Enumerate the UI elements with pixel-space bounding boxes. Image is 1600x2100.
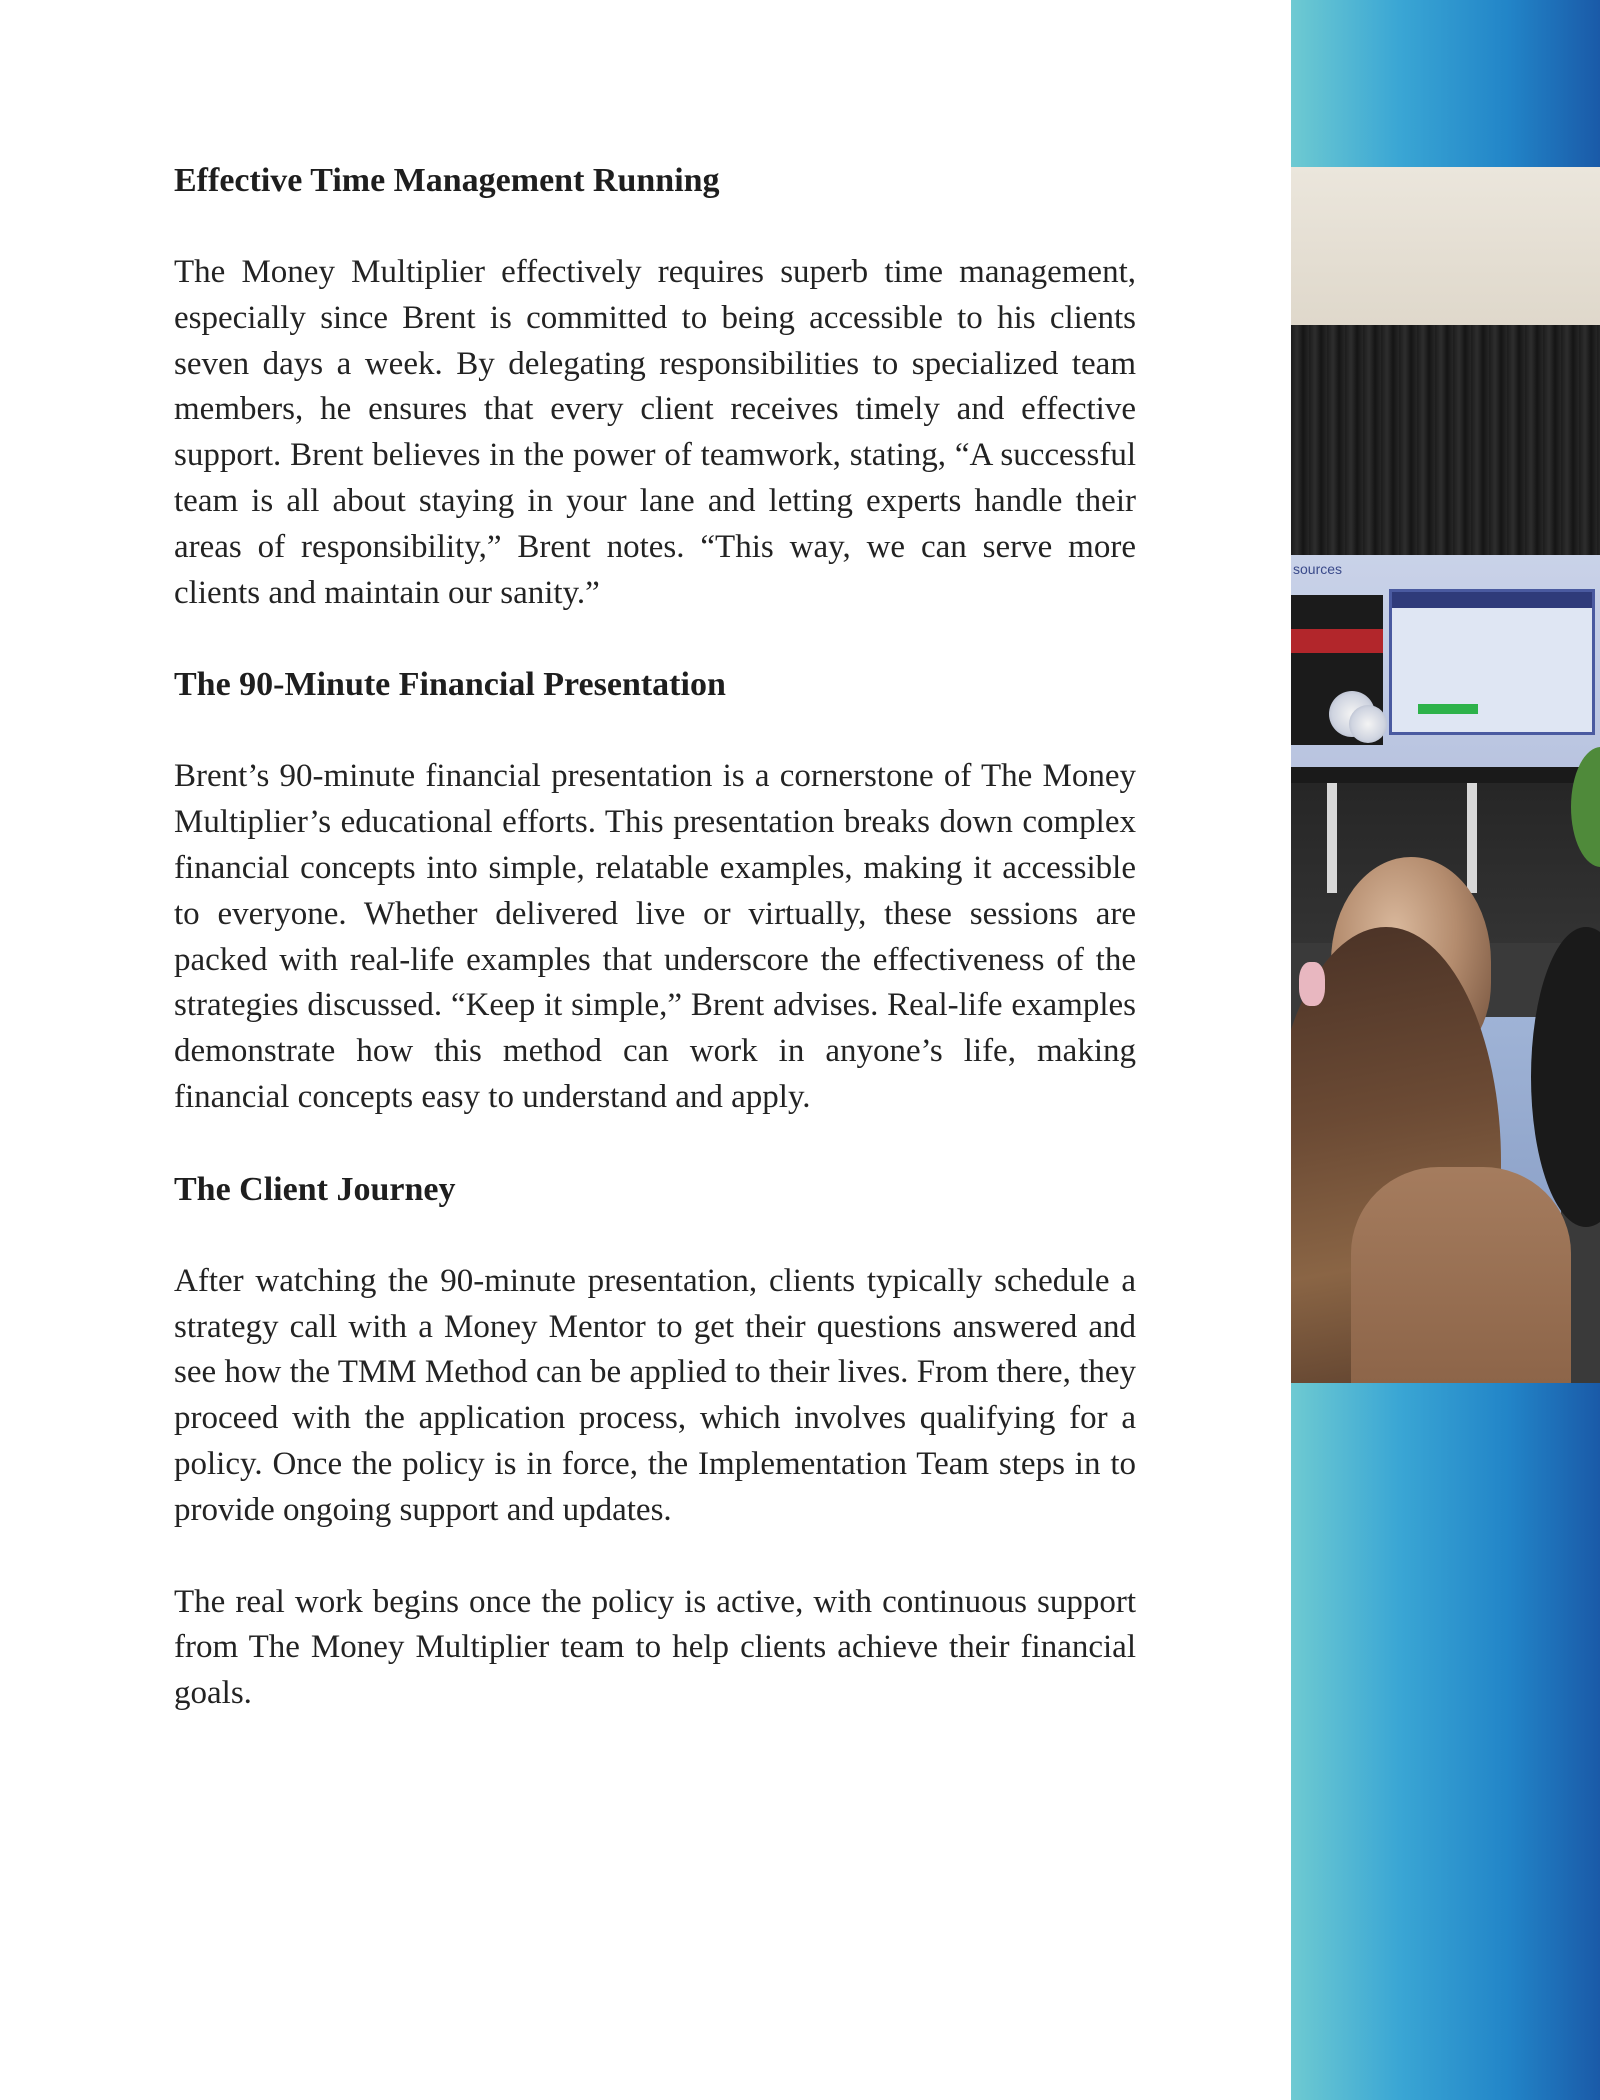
article-body: [174, 158, 1136, 1763]
photo-wall: [1291, 167, 1600, 325]
disc-image: [1349, 705, 1387, 743]
website-nav-bar: [1392, 592, 1592, 608]
photo-post: [1327, 783, 1337, 893]
paragraph-time-management: The Money Multiplier effectively requires superb time management, especially since Brent is committed to being accessible to his clients seven days a week. By delegating responsibilities to specialized team members, he ensures that every client receives timely and effective support. Brent believes in the power of teamwork, stating, “A successful team is all about staying in your lane and letting experts handle their areas of responsibility,” Brent notes. “This way, we can serve more clients and maintain our sanity.”: [174, 254, 1136, 611]
photo-person-sweater: [1351, 1167, 1571, 1383]
photo-presentation-screen: [1291, 555, 1600, 767]
website-screenshot: [1389, 589, 1595, 735]
section-heading-financial-presentation: The 90-Minute Financial Presentation: [174, 666, 726, 704]
paragraph-real-work: The real work begins once the policy is active, with continuous support from The Money Multiplier team to help clients achieve their financial goals.: [174, 1583, 1136, 1712]
book-title-band: [1291, 629, 1383, 653]
section-heading-time-management: Effective Time Management Running: [174, 162, 720, 199]
paragraph-client-journey: After watching the 90-minute presentation, clients typically schedule a strategy call with a Money Mentor to get their questions answered and see how the TMM Method can be applied to their lives. From there, they proceed with the application process, which involves qualifying for a policy. Once the policy is in force, the Implementation Team steps in to provide ongoing support and updates.: [174, 1262, 1136, 1528]
photo-curtain: [1291, 325, 1600, 555]
photo-post: [1467, 783, 1477, 893]
photo-screen-frame: [1291, 767, 1600, 783]
website-button: [1418, 704, 1478, 714]
photo-hair-clip: [1299, 962, 1325, 1006]
section-heading-client-journey: The Client Journey: [174, 1170, 456, 1208]
screen-label: sources: [1293, 561, 1343, 577]
event-photo: [1291, 167, 1600, 1383]
book-cover-image: [1291, 595, 1383, 745]
paragraph-financial-presentation: Brent’s 90-minute financial presentation is a cornerstone of The Money Multiplier’s educational efforts. This presentation breaks down complex financial concepts into simple, relatable examples, making it accessible to everyone. Whether delivered live or virtually, these sessions are packed with real-life examples that underscore the effectiveness of the strategies discussed. “Keep it simple,” Brent advises. Real-life examples demonstrate how this method can work in anyone’s life, making financial concepts easy to understand and apply.: [174, 758, 1136, 1115]
